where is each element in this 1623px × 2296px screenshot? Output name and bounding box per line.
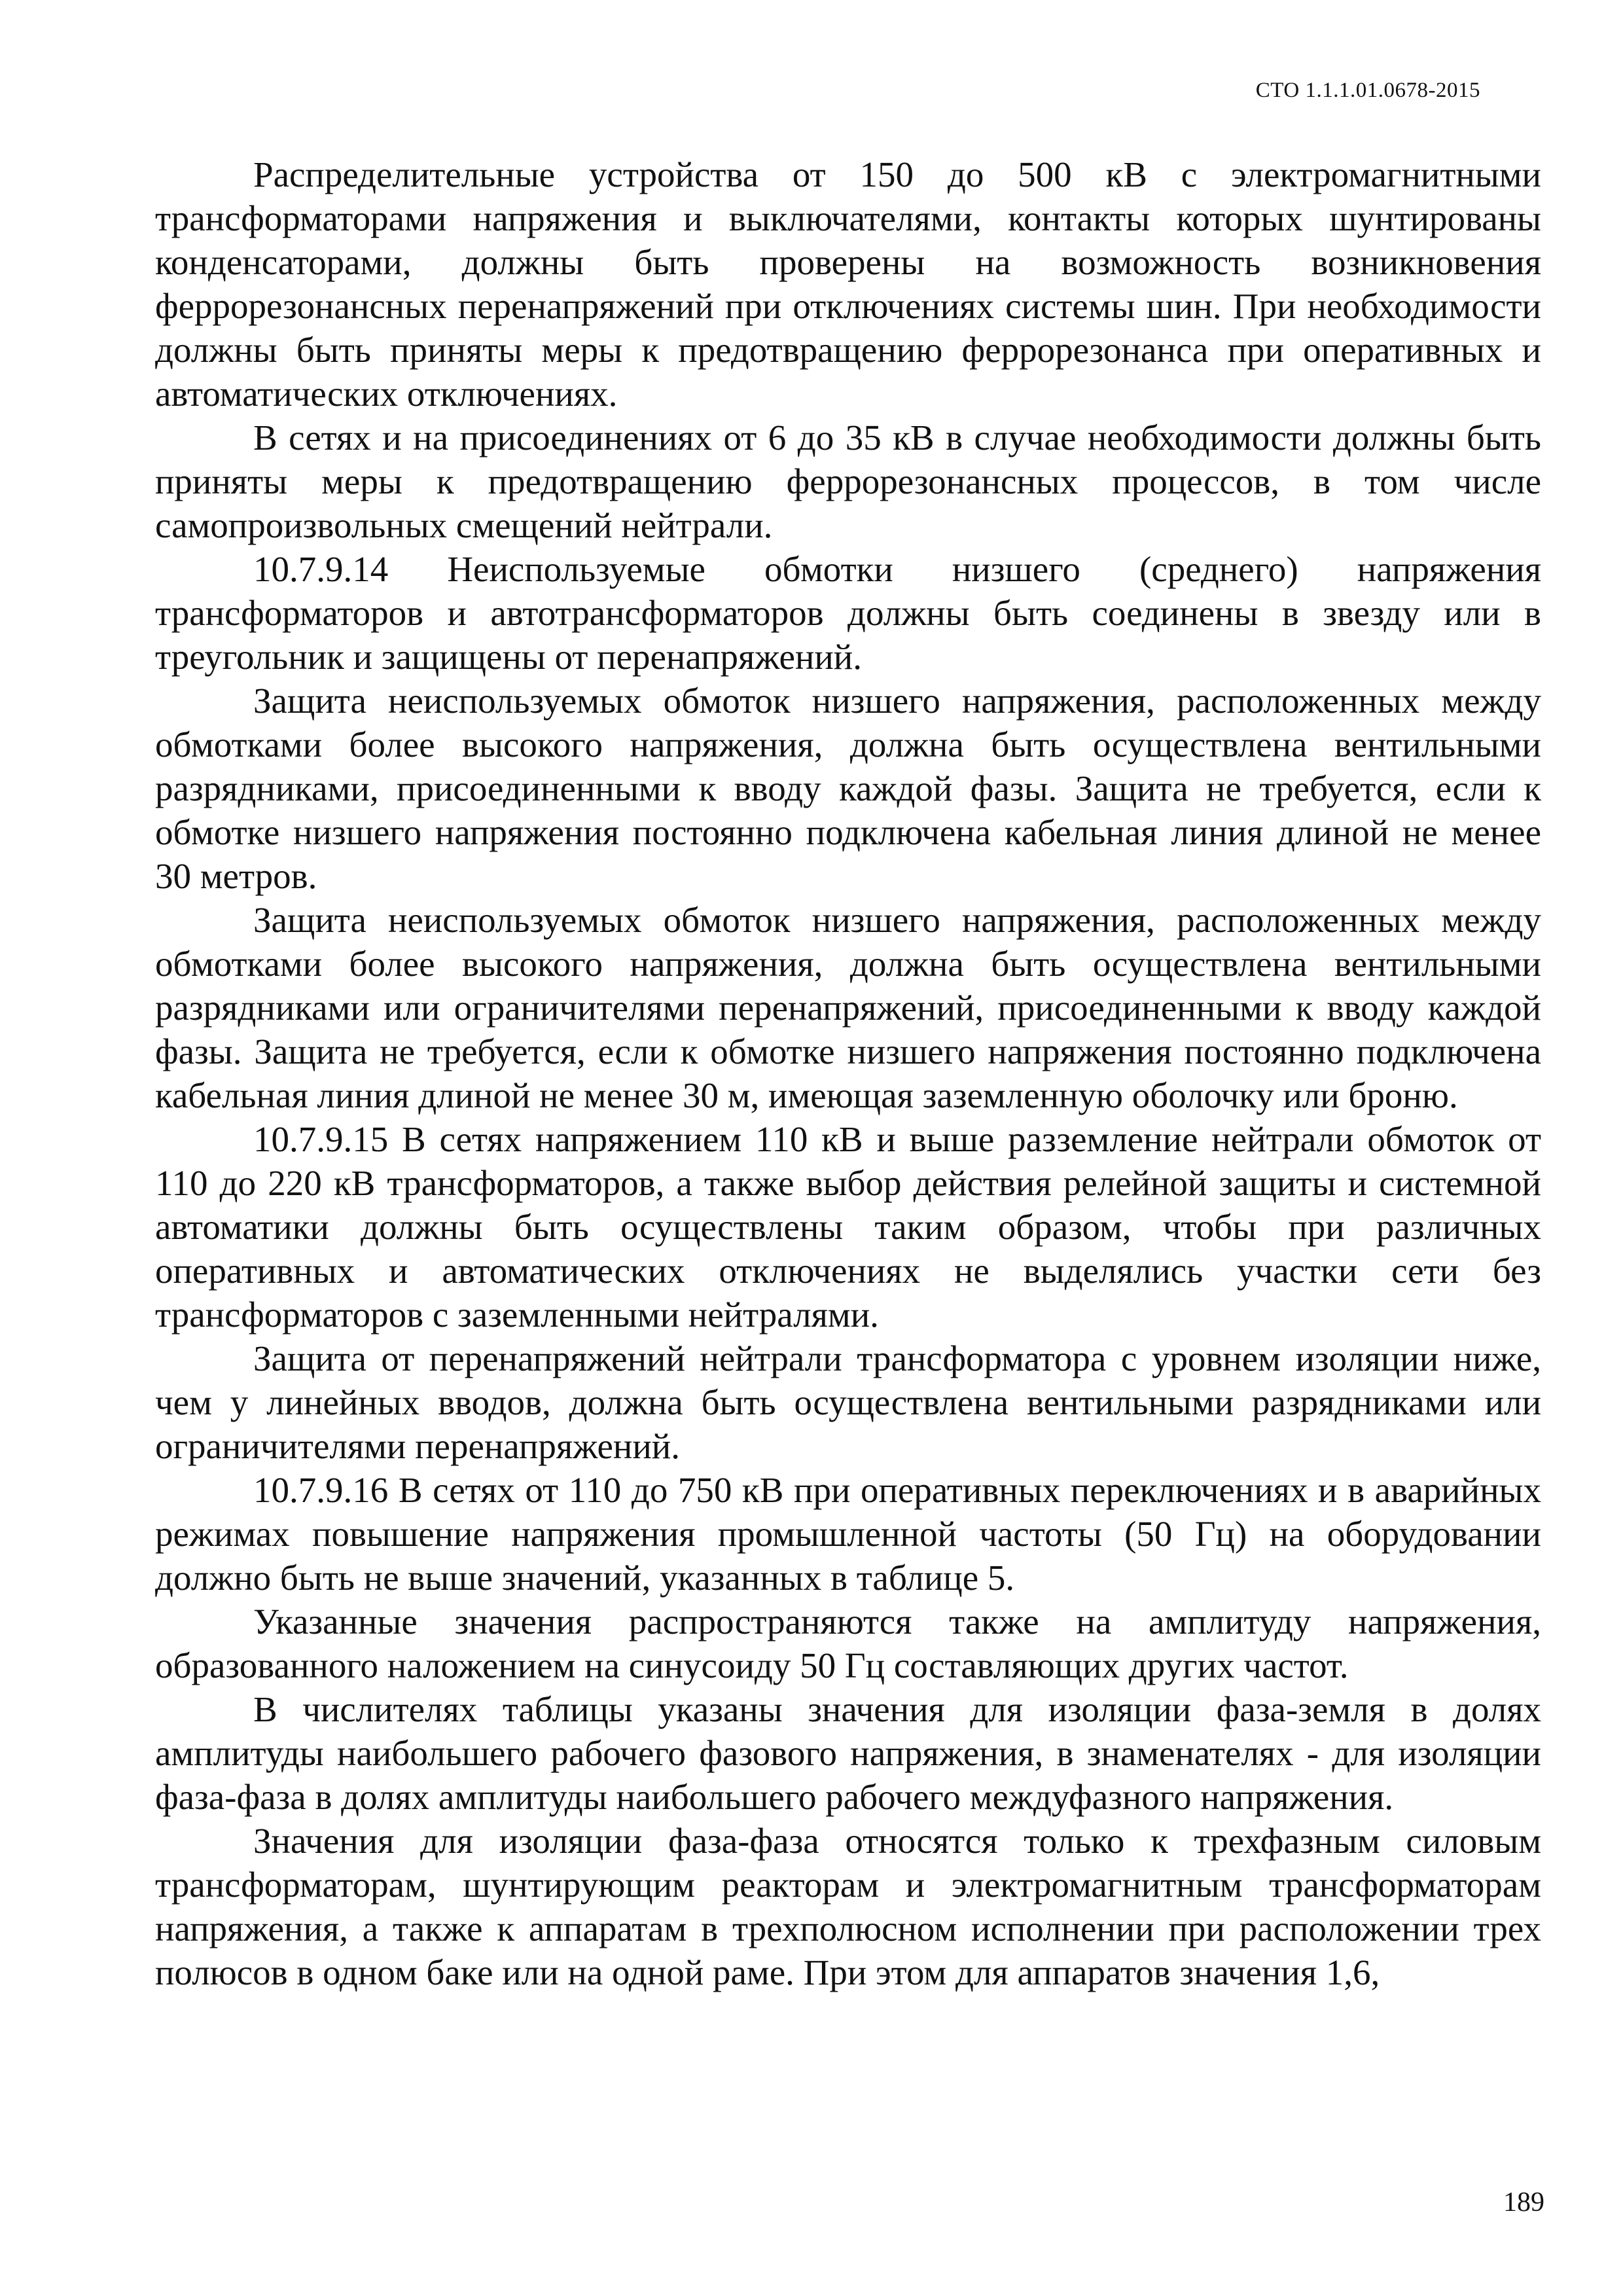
paragraph: Защита от перенапряжений нейтрали трансформатора с уровнем изоляции ниже, чем у линейных вводов, должна быть осуществлена вентильными разрядниками или ограничителями перенапряжений. <box>155 1338 1541 1466</box>
paragraph: Распределительные устройства от 150 до 500 кВ с электромагнитными трансформаторами напряжения и выключателями, контакты которых шунтированы конденсаторами, должны быть проверены на возможность возникновения феррорезонансных перенапряжений при отключениях системы шин. При необходимости должны быть приняты меры к предотвращению феррорезонанса при оперативных и автоматических отключениях. <box>155 154 1541 414</box>
paragraph: 10.7.9.15 В сетях напряжением 110 кВ и выше разземление нейтрали обмоток от 110 до 220 кВ трансформаторов, а также выбор действия релейной защиты и системной автоматики должны быть осуществлены таким образом, чтобы при различных оперативных и автоматических отключениях не выделялись участки сети без трансформаторов с заземленными нейтралями. <box>155 1119 1541 1335</box>
paragraph: Защита неиспользуемых обмоток низшего напряжения, расположенных между обмотками более высокого напряжения, должна быть осуществлена вентильными разрядниками, присоединенными к вводу каждой фазы. Защита не требуется, если к обмотке низшего напряжения постоянно подключена кабельная линия длиной не менее 30 метров. <box>155 681 1541 896</box>
paragraph: Указанные значения распространяются также на амплитуду напряжения, образованного наложением на синусоиду 50 Гц составляющих других частот. <box>155 1602 1541 1685</box>
page-number: 189 <box>1503 2187 1544 2217</box>
paragraph: 10.7.9.16 В сетях от 110 до 750 кВ при оперативных переключениях и в аварийных режимах повышение напряжения промышленной частоты (50 Гц) на оборудовании должно быть не выше значений, указанных в таблице 5. <box>155 1470 1541 1598</box>
paragraph: Значения для изоляции фаза-фаза относятся только к трехфазным силовым трансформаторам, шунтирующим реакторам и электромагнитным трансформаторам напряжения, а также к аппаратам в трехполюсном исполнении при расположении трех полюсов в одном баке или на одной раме. При этом для аппаратов значения 1,6, <box>155 1821 1541 1992</box>
body-text <box>155 152 1541 1994</box>
paragraph: Защита неиспользуемых обмоток низшего напряжения, расположенных между обмотками более высокого напряжения, должна быть осуществлена вентильными разрядниками или ограничителями перенапряжений, присоединенными к вводу каждой фазы. Защита не требуется, если к обмотке низшего напряжения постоянно подключена кабельная линия длиной не менее 30 м, имеющая заземленную оболочку или броню. <box>155 900 1541 1115</box>
paragraph: В числителях таблицы указаны значения для изоляции фаза-земля в долях амплитуды наибольшего рабочего фазового напряжения, в знаменателях - для изоляции фаза-фаза в долях амплитуды наибольшего рабочего междуфазного напряжения. <box>155 1689 1541 1817</box>
document-code: СТО 1.1.1.01.0678-2015 <box>1255 79 1480 102</box>
paragraph: В сетях и на присоединениях от 6 до 35 кВ в случае необходимости должны быть приняты меры к предотвращению феррорезонансных процессов, в том числе самопроизвольных смещений нейтрали. <box>155 418 1541 545</box>
paragraph: 10.7.9.14 Неиспользуемые обмотки низшего (среднего) напряжения трансформаторов и автотрансформаторов должны быть соединены в звезду или в треугольник и защищены от перенапряжений. <box>155 549 1541 677</box>
